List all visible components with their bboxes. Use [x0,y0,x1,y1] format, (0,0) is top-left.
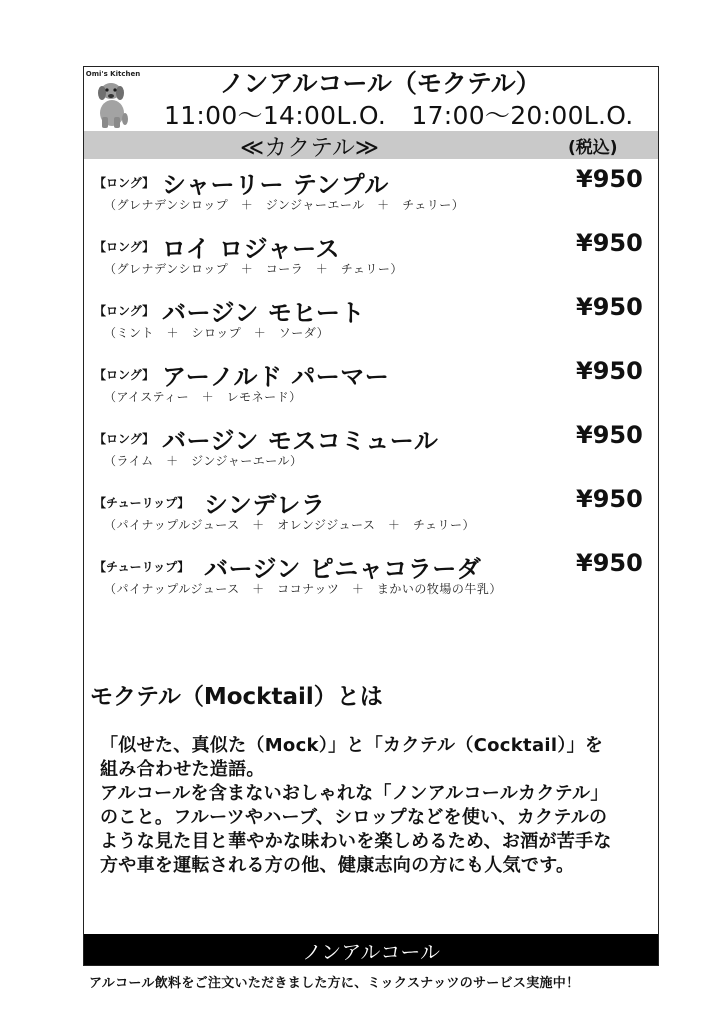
dog-icon [94,81,130,129]
about-title: モクテル（Mocktail）とは [90,684,383,710]
item-description: （パイナップルジュース ＋ オレンジジュース ＋ チェリー） [104,518,476,532]
item-price: ¥950 [576,485,643,513]
item-name: バージン モスコミュール [162,427,439,455]
tax-note: (税込) [568,138,618,158]
item-price: ¥950 [576,357,643,385]
item-name: バージン ピニャコラーダ [204,555,482,583]
item-tag: 【チューリップ】 [94,560,190,574]
item-price: ¥950 [576,165,643,193]
about-body: 「似せた、真似た（Mock）」と「カクテル（Cocktail）」を 組み合わせた造語。 アルコールを含まないおしゃれな「ノンアルコールカクテル」 のこと。フルーツやハーブ、シロップなどを使い、カクテルの ような見た目と華やかな味わいを楽しめるため、お酒が苦手な 方や車を運転される方の他、健康志向の方にも人気です。 [100,735,612,876]
item-description: （グレナデンシロップ ＋ ジンジャーエール ＋ チェリー） [104,198,465,212]
item-description: （アイスティー ＋ レモネード） [104,390,302,404]
bottom-banner-label: ノンアルコール [302,940,440,964]
business-hours: 11:00～14:00L.O. 17:00～20:00L.O. [164,101,634,130]
item-name: シャーリー テンプル [162,171,389,199]
item-price: ¥950 [576,421,643,449]
item-tag: 【ロング】 [94,368,155,382]
item-tag: 【ロング】 [94,176,155,190]
logo [84,70,142,130]
item-name: ロイ ロジャース [162,235,340,263]
item-price: ¥950 [576,549,643,577]
item-description: （パイナップルジュース ＋ ココナッツ ＋ まかいの牧場の牛乳） [104,582,502,596]
item-price: ¥950 [576,229,643,257]
item-tag: 【ロング】 [94,432,155,446]
item-name: アーノルド パーマー [162,363,390,391]
item-description: （ライム ＋ ジンジャーエール） [104,454,303,468]
category-title: ≪カクテル≫ [240,135,380,161]
item-tag: 【ロング】 [94,304,155,318]
page-title: ノンアルコール（モクテル） [219,69,541,98]
item-description: （グレナデンシロップ ＋ コーラ ＋ チェリー） [104,262,403,276]
logo-text: Omi's Kitchen [85,70,141,78]
item-price: ¥950 [576,293,643,321]
item-description: （ミント ＋ シロップ ＋ ソーダ） [104,326,330,340]
item-name: バージン モヒート [162,299,365,327]
footer-note: アルコール飲料をご注文いただきました方に、ミックスナッツのサービス実施中！ [89,976,580,991]
item-tag: 【ロング】 [94,240,155,254]
item-name: シンデレラ [204,491,326,519]
item-tag: 【チューリップ】 [94,496,190,510]
